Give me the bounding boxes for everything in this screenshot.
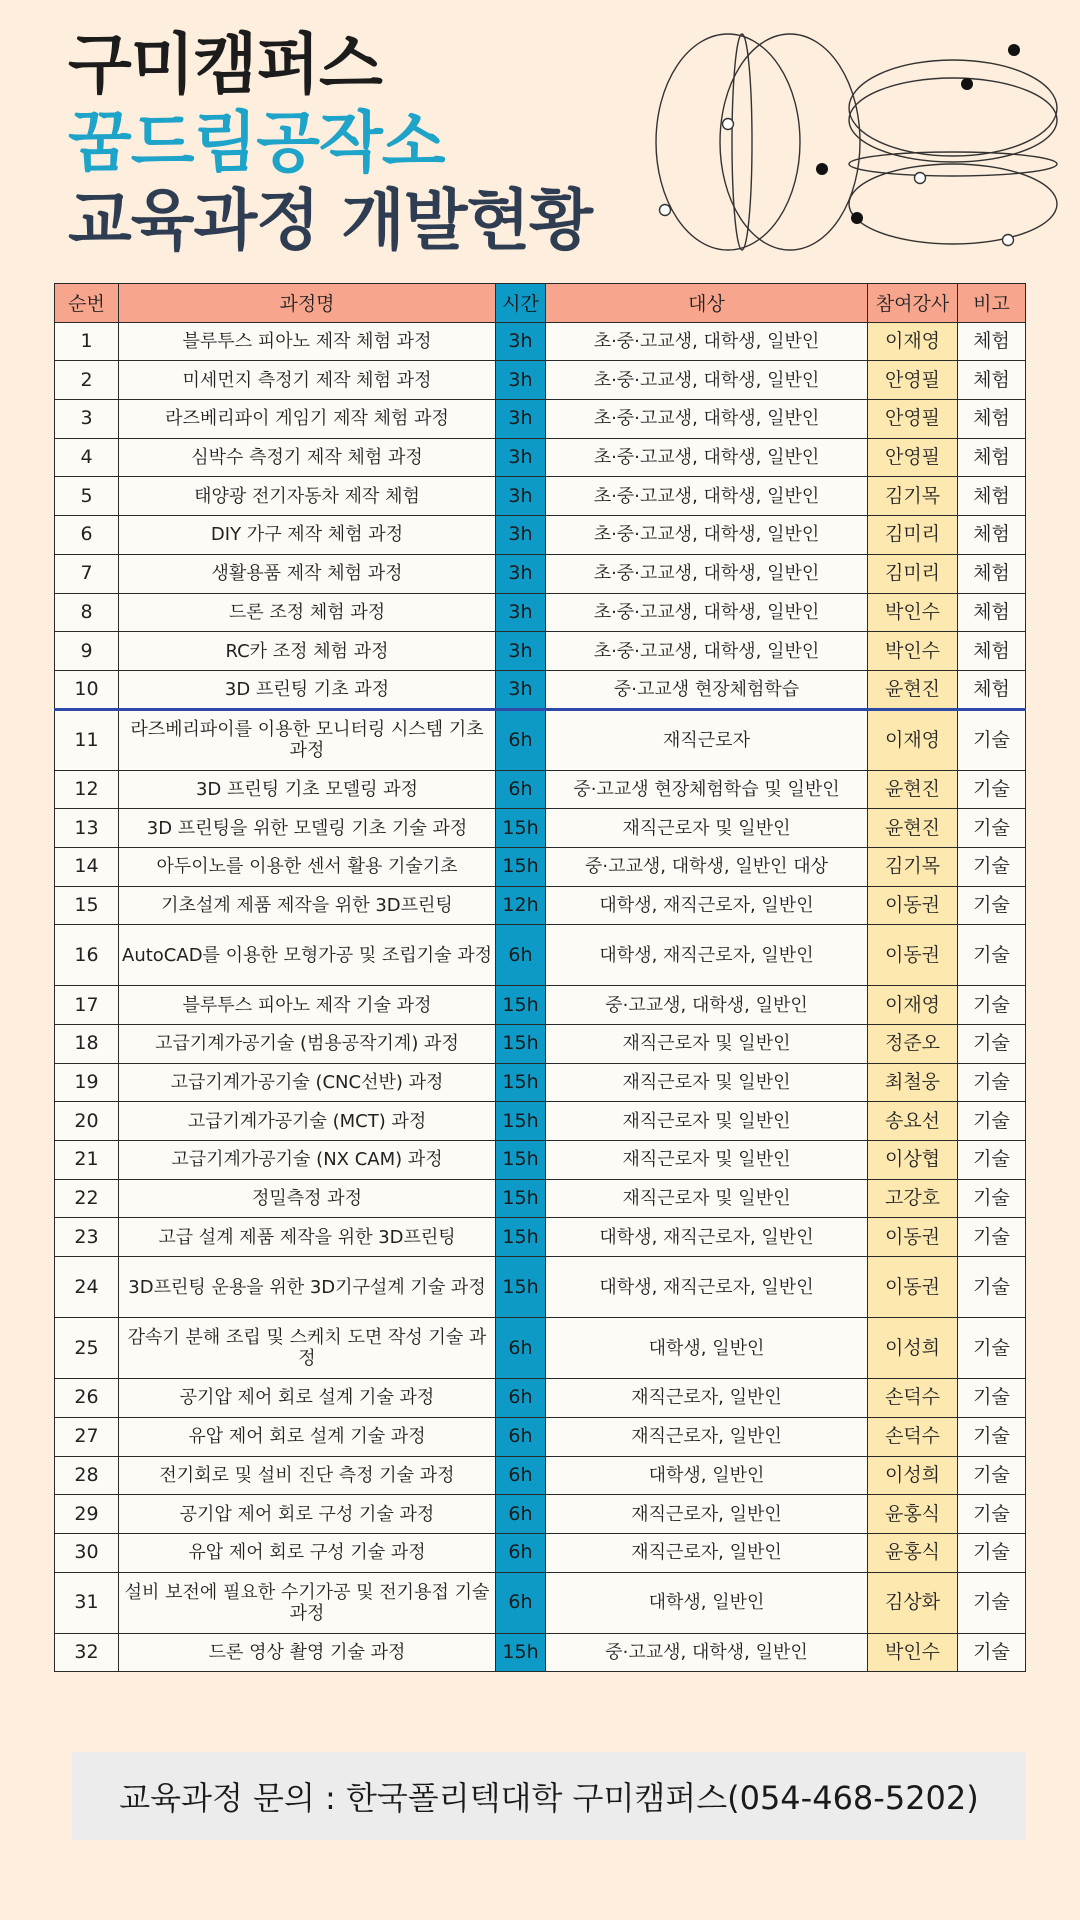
course-instructor: 김미리 xyxy=(868,516,958,555)
table-row xyxy=(55,1063,1026,1102)
course-name: 고급기계가공기술 (CNC선반) 과정 xyxy=(119,1063,496,1102)
course-name: 고급기계가공기술 (NX CAM) 과정 xyxy=(119,1141,496,1180)
row-number: 4 xyxy=(55,438,119,477)
course-name: RC카 조정 체험 과정 xyxy=(119,632,496,671)
row-number: 21 xyxy=(55,1141,119,1180)
course-hours: 15h xyxy=(496,809,546,848)
course-instructor: 고강호 xyxy=(868,1179,958,1218)
course-instructor: 손덕수 xyxy=(868,1417,958,1456)
course-name: 전기회로 및 설비 진단 측정 기술 과정 xyxy=(119,1456,496,1495)
course-instructor: 이성희 xyxy=(868,1318,958,1379)
row-number: 13 xyxy=(55,809,119,848)
table-row xyxy=(55,886,1026,925)
course-instructor: 윤현진 xyxy=(868,770,958,809)
course-hours: 3h xyxy=(496,322,546,361)
course-instructor: 이재영 xyxy=(868,322,958,361)
course-name: 고급기계가공기술 (범용공작기계) 과정 xyxy=(119,1025,496,1064)
course-name: 드론 영상 촬영 기술 과정 xyxy=(119,1633,496,1672)
course-note: 체험 xyxy=(958,516,1026,555)
course-hours: 12h xyxy=(496,886,546,925)
table-row xyxy=(55,516,1026,555)
course-note: 기술 xyxy=(958,1633,1026,1672)
table-row xyxy=(55,1218,1026,1257)
course-note: 기술 xyxy=(958,1533,1026,1572)
course-note: 기술 xyxy=(958,925,1026,986)
course-note: 기술 xyxy=(958,809,1026,848)
table-row xyxy=(55,709,1026,770)
table-row xyxy=(55,847,1026,886)
course-instructor: 정준오 xyxy=(868,1025,958,1064)
course-instructor: 안영필 xyxy=(868,400,958,439)
table-row xyxy=(55,1257,1026,1318)
course-note: 기술 xyxy=(958,847,1026,886)
row-number: 9 xyxy=(55,632,119,671)
course-target: 초·중·고교생, 대학생, 일반인 xyxy=(546,554,868,593)
course-hours: 15h xyxy=(496,1102,546,1141)
course-target: 재직근로자 및 일반인 xyxy=(546,1102,868,1141)
course-note: 기술 xyxy=(958,1218,1026,1257)
course-note: 체험 xyxy=(958,322,1026,361)
course-hours: 3h xyxy=(496,593,546,632)
table-row xyxy=(55,1417,1026,1456)
table-row xyxy=(55,1495,1026,1534)
table-row xyxy=(55,322,1026,361)
course-hours: 6h xyxy=(496,1572,546,1633)
course-target: 재직근로자, 일반인 xyxy=(546,1533,868,1572)
course-name: 생활용품 제작 체험 과정 xyxy=(119,554,496,593)
course-note: 체험 xyxy=(958,400,1026,439)
course-instructor: 김기목 xyxy=(868,477,958,516)
table-row xyxy=(55,1025,1026,1064)
course-target: 재직근로자 및 일반인 xyxy=(546,1179,868,1218)
course-hours: 3h xyxy=(496,516,546,555)
course-target: 대학생, 재직근로자, 일반인 xyxy=(546,925,868,986)
table-row xyxy=(55,438,1026,477)
course-hours: 15h xyxy=(496,1025,546,1064)
row-number: 28 xyxy=(55,1456,119,1495)
course-target: 중·고교생, 대학생, 일반인 xyxy=(546,986,868,1025)
course-target: 중·고교생, 대학생, 일반인 대상 xyxy=(546,847,868,886)
row-number: 8 xyxy=(55,593,119,632)
course-instructor: 이성희 xyxy=(868,1456,958,1495)
course-target: 중·고교생, 대학생, 일반인 xyxy=(546,1633,868,1672)
course-note: 기술 xyxy=(958,986,1026,1025)
header-target: 대상 xyxy=(546,284,868,323)
course-name: 라즈베리파이를 이용한 모니터링 시스템 기초 과정 xyxy=(119,709,496,770)
course-note: 체험 xyxy=(958,593,1026,632)
course-hours: 6h xyxy=(496,709,546,770)
course-hours: 3h xyxy=(496,670,546,709)
course-target: 대학생, 재직근로자, 일반인 xyxy=(546,886,868,925)
course-name: 3D프린팅 운용을 위한 3D기구설계 기술 과정 xyxy=(119,1257,496,1318)
course-target: 재직근로자 및 일반인 xyxy=(546,1141,868,1180)
row-number: 3 xyxy=(55,400,119,439)
course-note: 기술 xyxy=(958,1417,1026,1456)
table-row xyxy=(55,809,1026,848)
course-hours: 6h xyxy=(496,1495,546,1534)
table-row xyxy=(55,1633,1026,1672)
course-note: 기술 xyxy=(958,1102,1026,1141)
course-instructor: 안영필 xyxy=(868,361,958,400)
course-hours: 15h xyxy=(496,1218,546,1257)
course-name: 감속기 분해 조립 및 스케치 도면 작성 기술 과정 xyxy=(119,1318,496,1379)
course-target: 재직근로자 및 일반인 xyxy=(546,1063,868,1102)
course-note: 기술 xyxy=(958,770,1026,809)
table-row xyxy=(55,986,1026,1025)
orbit-decoration xyxy=(650,24,1060,264)
title-status: 교육과정 개발현황 xyxy=(68,182,593,259)
course-target: 재직근로자, 일반인 xyxy=(546,1379,868,1418)
row-number: 32 xyxy=(55,1633,119,1672)
row-number: 30 xyxy=(55,1533,119,1572)
course-instructor: 이재영 xyxy=(868,709,958,770)
course-target: 재직근로자 및 일반인 xyxy=(546,809,868,848)
row-number: 16 xyxy=(55,925,119,986)
course-name: DIY 가구 제작 체험 과정 xyxy=(119,516,496,555)
course-note: 기술 xyxy=(958,1257,1026,1318)
row-number: 6 xyxy=(55,516,119,555)
course-name: 기초설계 제품 제작을 위한 3D프린팅 xyxy=(119,886,496,925)
course-hours: 3h xyxy=(496,632,546,671)
course-hours: 6h xyxy=(496,925,546,986)
contact-banner: 교육과정 문의 : 한국폴리텍대학 구미캠퍼스(054-468-5202) xyxy=(72,1752,1026,1840)
course-name: 블루투스 피아노 제작 체험 과정 xyxy=(119,322,496,361)
course-instructor: 송요선 xyxy=(868,1102,958,1141)
course-note: 기술 xyxy=(958,1318,1026,1379)
course-name: AutoCAD를 이용한 모형가공 및 조립기술 과정 xyxy=(119,925,496,986)
row-number: 27 xyxy=(55,1417,119,1456)
course-target: 초·중·고교생, 대학생, 일반인 xyxy=(546,322,868,361)
row-number: 10 xyxy=(55,670,119,709)
course-name: 3D 프린팅을 위한 모델링 기초 기술 과정 xyxy=(119,809,496,848)
course-hours: 15h xyxy=(496,1063,546,1102)
row-number: 14 xyxy=(55,847,119,886)
course-target: 대학생, 일반인 xyxy=(546,1318,868,1379)
course-hours: 3h xyxy=(496,554,546,593)
course-target: 대학생, 재직근로자, 일반인 xyxy=(546,1257,868,1318)
course-hours: 6h xyxy=(496,1533,546,1572)
table-row xyxy=(55,1572,1026,1633)
course-note: 기술 xyxy=(958,1379,1026,1418)
course-hours: 3h xyxy=(496,477,546,516)
row-number: 31 xyxy=(55,1572,119,1633)
course-note: 체험 xyxy=(958,438,1026,477)
course-hours: 6h xyxy=(496,1456,546,1495)
row-number: 22 xyxy=(55,1179,119,1218)
course-instructor: 안영필 xyxy=(868,438,958,477)
course-target: 초·중·고교생, 대학생, 일반인 xyxy=(546,593,868,632)
row-number: 29 xyxy=(55,1495,119,1534)
course-instructor: 이동권 xyxy=(868,1257,958,1318)
course-hours: 6h xyxy=(496,1379,546,1418)
course-target: 초·중·고교생, 대학생, 일반인 xyxy=(546,400,868,439)
table-row xyxy=(55,1318,1026,1379)
table-row xyxy=(55,1379,1026,1418)
course-target: 초·중·고교생, 대학생, 일반인 xyxy=(546,438,868,477)
course-note: 체험 xyxy=(958,554,1026,593)
course-instructor: 이재영 xyxy=(868,986,958,1025)
course-instructor: 이동권 xyxy=(868,925,958,986)
course-name: 블루투스 피아노 제작 기술 과정 xyxy=(119,986,496,1025)
header-instructor: 참여강사 xyxy=(868,284,958,323)
course-hours: 15h xyxy=(496,1141,546,1180)
course-target: 재직근로자, 일반인 xyxy=(546,1495,868,1534)
title-campus: 구미캠퍼스 xyxy=(68,26,382,103)
course-note: 체험 xyxy=(958,670,1026,709)
row-number: 19 xyxy=(55,1063,119,1102)
course-hours: 15h xyxy=(496,1633,546,1672)
course-name: 유압 제어 회로 구성 기술 과정 xyxy=(119,1533,496,1572)
table-row xyxy=(55,632,1026,671)
course-name: 고급기계가공기술 (MCT) 과정 xyxy=(119,1102,496,1141)
course-hours: 6h xyxy=(496,1417,546,1456)
table-row xyxy=(55,770,1026,809)
course-instructor: 김상화 xyxy=(868,1572,958,1633)
course-name: 미세먼지 측정기 제작 체험 과정 xyxy=(119,361,496,400)
course-name: 심박수 측정기 제작 체험 과정 xyxy=(119,438,496,477)
course-instructor: 박인수 xyxy=(868,632,958,671)
course-hours: 15h xyxy=(496,847,546,886)
course-instructor: 이동권 xyxy=(868,886,958,925)
course-name: 유압 제어 회로 설계 기술 과정 xyxy=(119,1417,496,1456)
table-row xyxy=(55,554,1026,593)
course-hours: 15h xyxy=(496,1179,546,1218)
course-hours: 6h xyxy=(496,770,546,809)
row-number: 7 xyxy=(55,554,119,593)
course-target: 초·중·고교생, 대학생, 일반인 xyxy=(546,477,868,516)
course-note: 기술 xyxy=(958,886,1026,925)
table-row xyxy=(55,1533,1026,1572)
course-name: 라즈베리파이 게임기 제작 체험 과정 xyxy=(119,400,496,439)
table-row xyxy=(55,1456,1026,1495)
course-target: 중·고교생 현장체험학습 xyxy=(546,670,868,709)
course-hours: 15h xyxy=(496,1257,546,1318)
table-row xyxy=(55,670,1026,709)
course-name: 드론 조정 체험 과정 xyxy=(119,593,496,632)
course-instructor: 윤현진 xyxy=(868,809,958,848)
course-instructor: 박인수 xyxy=(868,1633,958,1672)
row-number: 17 xyxy=(55,986,119,1025)
course-instructor: 이동권 xyxy=(868,1218,958,1257)
course-target: 재직근로자 및 일반인 xyxy=(546,1025,868,1064)
table-row xyxy=(55,593,1026,632)
course-note: 체험 xyxy=(958,477,1026,516)
header-hours: 시간 xyxy=(496,284,546,323)
course-target: 초·중·고교생, 대학생, 일반인 xyxy=(546,632,868,671)
course-instructor: 손덕수 xyxy=(868,1379,958,1418)
table-row xyxy=(55,1179,1026,1218)
course-name: 고급 설계 제품 제작을 위한 3D프린팅 xyxy=(119,1218,496,1257)
course-name: 정밀측정 과정 xyxy=(119,1179,496,1218)
title-program: 꿈드림공작소 xyxy=(68,104,445,181)
course-name: 공기압 제어 회로 구성 기술 과정 xyxy=(119,1495,496,1534)
course-target: 초·중·고교생, 대학생, 일반인 xyxy=(546,516,868,555)
course-name: 설비 보전에 필요한 수기가공 및 전기용접 기술 과정 xyxy=(119,1572,496,1633)
row-number: 2 xyxy=(55,361,119,400)
course-note: 기술 xyxy=(958,1456,1026,1495)
course-note: 기술 xyxy=(958,1495,1026,1534)
table-row xyxy=(55,361,1026,400)
row-number: 20 xyxy=(55,1102,119,1141)
course-target: 중·고교생 현장체험학습 및 일반인 xyxy=(546,770,868,809)
course-note: 기술 xyxy=(958,1141,1026,1180)
course-hours: 3h xyxy=(496,438,546,477)
course-note: 체험 xyxy=(958,361,1026,400)
course-instructor: 윤현진 xyxy=(868,670,958,709)
course-name: 아두이노를 이용한 센서 활용 기술기초 xyxy=(119,847,496,886)
course-instructor: 박인수 xyxy=(868,593,958,632)
course-hours: 6h xyxy=(496,1318,546,1379)
header-note: 비고 xyxy=(958,284,1026,323)
course-hours: 3h xyxy=(496,361,546,400)
course-instructor: 최철웅 xyxy=(868,1063,958,1102)
course-instructor: 윤홍식 xyxy=(868,1533,958,1572)
course-table xyxy=(54,283,1026,1672)
row-number: 24 xyxy=(55,1257,119,1318)
header-number: 순번 xyxy=(55,284,119,323)
table-row xyxy=(55,925,1026,986)
course-name: 태양광 전기자동차 제작 체험 xyxy=(119,477,496,516)
row-number: 18 xyxy=(55,1025,119,1064)
row-number: 25 xyxy=(55,1318,119,1379)
course-note: 기술 xyxy=(958,1572,1026,1633)
header-course-name: 과정명 xyxy=(119,284,496,323)
course-target: 대학생, 일반인 xyxy=(546,1456,868,1495)
course-target: 대학생, 재직근로자, 일반인 xyxy=(546,1218,868,1257)
course-target: 대학생, 일반인 xyxy=(546,1572,868,1633)
course-name: 공기압 제어 회로 설계 기술 과정 xyxy=(119,1379,496,1418)
table-row xyxy=(55,1141,1026,1180)
course-note: 기술 xyxy=(958,1063,1026,1102)
row-number: 15 xyxy=(55,886,119,925)
course-name: 3D 프린팅 기초 모델링 과정 xyxy=(119,770,496,809)
course-note: 기술 xyxy=(958,709,1026,770)
row-number: 5 xyxy=(55,477,119,516)
course-instructor: 윤홍식 xyxy=(868,1495,958,1534)
course-hours: 3h xyxy=(496,400,546,439)
row-number: 23 xyxy=(55,1218,119,1257)
course-name: 3D 프린팅 기초 과정 xyxy=(119,670,496,709)
course-instructor: 김기목 xyxy=(868,847,958,886)
course-target: 재직근로자, 일반인 xyxy=(546,1417,868,1456)
course-note: 기술 xyxy=(958,1025,1026,1064)
row-number: 11 xyxy=(55,709,119,770)
table-row xyxy=(55,400,1026,439)
course-note: 기술 xyxy=(958,1179,1026,1218)
table-row xyxy=(55,1102,1026,1141)
row-number: 26 xyxy=(55,1379,119,1418)
course-target: 재직근로자 xyxy=(546,709,868,770)
course-instructor: 김미리 xyxy=(868,554,958,593)
row-number: 12 xyxy=(55,770,119,809)
course-hours: 15h xyxy=(496,986,546,1025)
course-target: 초·중·고교생, 대학생, 일반인 xyxy=(546,361,868,400)
course-note: 체험 xyxy=(958,632,1026,671)
row-number: 1 xyxy=(55,322,119,361)
table-header-row xyxy=(55,284,1026,323)
course-instructor: 이상협 xyxy=(868,1141,958,1180)
table-row xyxy=(55,477,1026,516)
